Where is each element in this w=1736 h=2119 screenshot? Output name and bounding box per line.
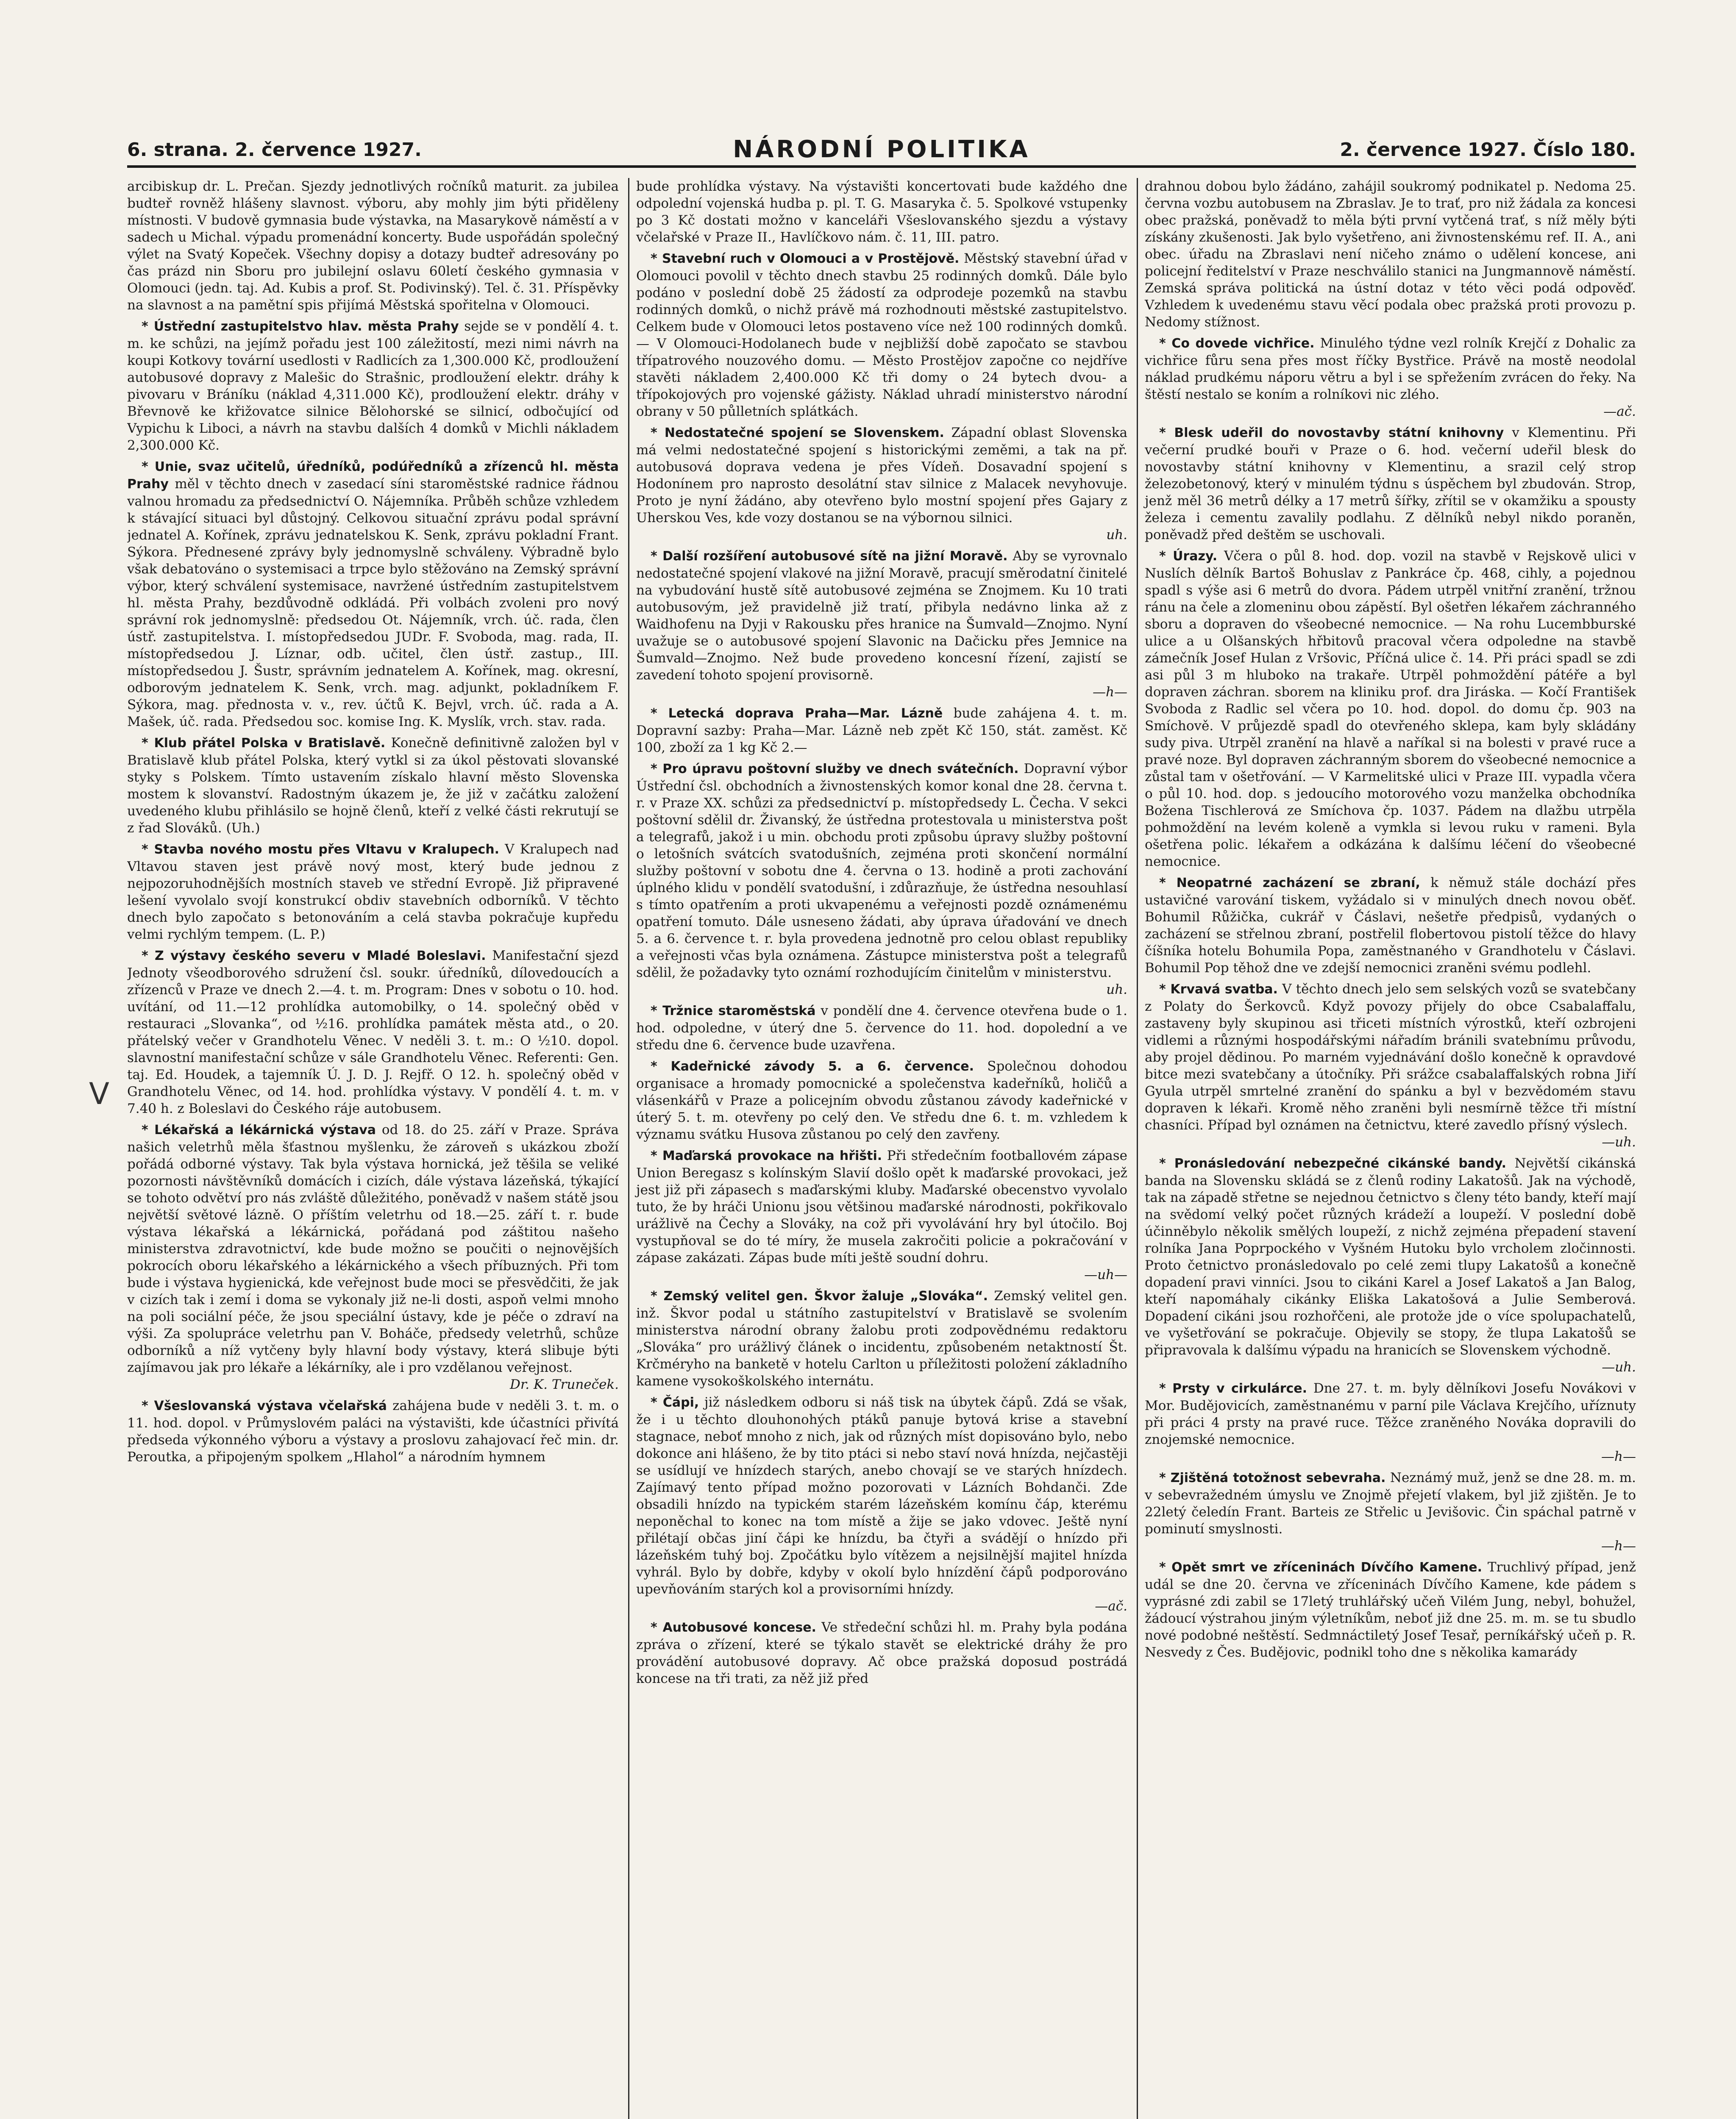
article-headline: * Autobusové koncese. [651, 1620, 816, 1635]
article [1145, 981, 1636, 1151]
article-body: k němuž stále dochází přes ustavičné varování tiskem, vyžádalo si v minulých dnech novou oběť. Bohumil Růžička, cukrář v Čáslavi, nešetře předpisů, vydaných o zacházení se střelnou zbraní, postřelil flobertovou pistolí těžce do hlavy číšníka hotelu Bohumila Popa, zaměstnaného v Grandhotelu v Čáslavi. Bohumil Pop těhož dne ve zdejší nemocnici zraněni svému podlehl. [1145, 875, 1636, 976]
article-body: zahájena bude v neděli 3. t. m. o 11. hod. dopol. v Průmyslovém paláci na výstavišti, kde účastníci přivítá předseda výkonného výboru a výstavy a proslovu zahajovací řeč min. dr. Peroutka, a připojeným spolkem „Hlahol“ a národním hymnem [127, 1398, 619, 1465]
article-headline: * Nedostatečné spojení se Slovenskem. [651, 425, 944, 440]
article [1145, 178, 1636, 331]
article-body: od 18. do 25. září v Praze. Správa našich veletrhů měla šťastnou myšlenku, že zároveň s ukázkou zboží pořádá odborné výstavy. Tak byla výstava hornická, jež těšila se veliké pozornosti návštěvníků domácích i cizích, dále výstava lázeňská, týkající se tohoto odvětví pro nás zvláště důležitého, poněvadž v našem státě jsou největší světové lázně. O příštím veletrhu od 18.—25. září t. r. bude výstava lékařská a lékárnická, pořádaná pod záštitou našeho ministerstva zdravotnictví, kde bude možno se poučiti o nejnovějších pokrocích oboru lékařského a lékárnického a všech příbuzných. Při tom bude i výstava hygienická, kde veřejnost bude moci se přesvědčiti, že jak v cizích tak i zemí i doma se vykonaly již ne-li dosti, aspoň velmi mnoho na poli sociální péče, že jsou speciální ústavy, kde je péče o zdraví na výši. Za spolupráce veletrhu pan V. Boháče, předsedy veletrhů, schůze odborníků a níž vytčeny byly hlavní body výstavy, která slibuje býti zajímavou jak pro lékaře a lékárníky, ale i pro vzdělanou veřejnost. [127, 1122, 619, 1375]
article [636, 1058, 1127, 1143]
article-headline: * Zemský velitel gen. Škvor žaluje „Slováka“. [651, 1289, 988, 1304]
article-body: Konečně definitivně založen byl v Bratislavě klub přátel Polska, který vytkl si za úkol pěstovati slovanské styky s Polskem. Tímto ustavením získalo hlavní město Slovenska mostem k slovanství. Radostným úkazem je, že již v začátku založení uvedeného klubu přihlásilo se hojně členů, kteří z velké části rekrutují se z řad Slováků. (Uh.) [127, 735, 619, 836]
article-headline: * Prsty v cirkulárce. [1159, 1381, 1308, 1396]
article [636, 1147, 1127, 1283]
article [1145, 1469, 1636, 1554]
article [1145, 548, 1636, 870]
article [1145, 1155, 1636, 1376]
article-signature: —uh. [1602, 1360, 1636, 1375]
article-headline: * Všeslovanská výstava včelařská [142, 1399, 387, 1413]
margin-handwritten-mark: V [89, 1076, 109, 1111]
article [127, 318, 619, 454]
article-headline: * Tržnice staroměstská [651, 1004, 816, 1018]
article-headline: * Z výstavy českého severu v Mladé Boleslavi. [142, 948, 486, 963]
article-body: drahnou dobou bylo žádáno, zahájil soukromý podnikatel p. Nedoma 25. června vozbu autobusem na Zbraslav. Je to trať, pro niž žádala za koncesi obec pražská, poněvadž to měla býti první vytčená trať, s níž měly býti získány zkušenosti. Jak bylo vyšetřeno, ani živnostenskému ref. II. A., ani obec. úřadu na Zbraslavi není ničeho známo o udělení koncese, ani policejní ředitelství v Praze neschválilo stanici na Jungmannově náměstí. Zemská správa politická na ústní dotaz v této věci podá odpověď. Vzhledem k uvedenému stavu věcí podala obec pražská proti provozu p. Nedomy stížnost. [1145, 179, 1636, 330]
article-headline: * Zjištěná totožnost sebevraha. [1159, 1471, 1386, 1485]
article [1145, 335, 1636, 420]
article-body: Neznámý muž, jenž se dne 28. m. m. v sebevražedném úmyslu ve Znojmě přejetí vlakem, byl již zjištěn. Je to 22letý čeledín Frant. Barteis ze Střelic u Jevišovic. Čin spáchal patrně v pominutí smyslnosti. [1145, 1470, 1636, 1537]
article [127, 841, 619, 943]
article [1145, 424, 1636, 543]
article-headline: * Úrazy. [1159, 549, 1218, 564]
article-body: V těchto dnech jelo sem selských vozů se svatebčany z Polaty do Šerkovců. Když povozy přijely do obce Csabalaffalu, zastaveny byly skupinou asi třiceti místních výrostků, kteří ozbrojeni vidlemi a různými hospodářskými nářadím bránili svatebnímu průvodu, aby projel dědinou. Po marném vyjednávání došlo konečně k opravdové bitce mezi svatebčany a útočníky. Při srážce csabalaffalských robna Jiří Gyula utrpěl smrtelné zranění do spánku a byl v bezvědomém stavu dopraven k lékaři. Kromě něho zraněni byli nesmírně těžce tři místní chasníci. Případ byl oznámen na četnictvu, které zavedlo přísný výslech. [1145, 982, 1636, 1133]
article [636, 250, 1127, 420]
page-number-date: 6. strana. 2. července 1927. [127, 139, 422, 161]
article-headline: * Co dovede vichřice. [1159, 336, 1315, 351]
column-3 [1137, 178, 1636, 2119]
article-body: Zemský velitel gen. inž. Škvor podal u státního zastupitelství v Bratislavě se svolením ministerstva národní obrany žalobu proti zodpovědnému redaktoru „Slováka“ pro urážlivý článek o incidentu, způsobeném netaktností Št. Krčméryho na banketě v hotelu Carlton u příležitosti položení základního kamene vysokoškolského internátu. [636, 1288, 1127, 1389]
article [636, 760, 1127, 998]
article [636, 1288, 1127, 1390]
text-columns [127, 178, 1636, 2119]
article-headline: * Unie, svaz učitelů, úředníků, podúředníků a zřízenců hl. města Prahy [127, 459, 619, 492]
article [636, 424, 1127, 543]
newspaper-title: NÁRODNÍ POLITIKA [733, 136, 1030, 163]
article-body: Truchlivý případ, jenž udál se dne 20. června ve zříceninách Dívčího Kamene, kde pádem s vyprásné zdi zabil se 17letý truhlářský učeň Vilém Jung, nebyl, bohužel, žádoucí výstrahou jiným výletníkům, neboť již dne 25. m. m. se tu sbudlo nové podobné neštěstí. Sedmnáctiletý Josef Tesař, perníkářský učeň p. R. Nesvedy z Čes. Budějovic, podnikl toho dne s několika kamarády [1145, 1560, 1636, 1660]
article-signature: —h— [1601, 1538, 1636, 1554]
article-signature: —h— [1601, 1449, 1636, 1464]
article-body: Včera o půl 8. hod. dop. vozil na stavbě v Rejskově ulici v Nuslích dělník Bartoš Bohuslav z Pankráce čp. 468, cihly, a pojednou spadl s výše asi 6 metrů do dvora. Pádem utrpěl vnitřní zranění, tržnou ránu na čele a zlomeninu obou zápěstí. Byl ošetřen lékařem záchranného sboru a dopraven do všeobecné nemocnice. — Na rohu Lucembburské ulice a u Olšanských hřbitovů pracoval včera odpoledne na stavbě zámečník Josef Hulan z Vršovic, Příčná ulice č. 14. Při práci spadl se zdi asi půl 3 m hluboko na trakaře. Utrpěl pohmoždění pátéře a byl dopraven záchran. sborem na kliniku prof. dra Jiráska. — Kočí František Svoboda z Radlic sel včera po 10. hod. dopol. do domu čp. 903 na Smíchově. V průjezdě spadl do otevřeného sklepa, kam byly skládány sudy piva. Utrpěl zranění na hlavě a naříkal si na bolesti v pravé ruce a pravé noze. Byl dopraven záchranným sborem do všeobecné nemocnice a zůstal tam v ošetřování. — V Karmelitské ulici v Praze III. vypadla včera o půl 10. hod. dop. s jedoucího motorového vozu manželka obchodníka Božena Tischlerová ze Smíchova čp. 1037. Pádem na dlažbu utrpěla pohmoždění na levém koleně a vymkla si levou ruku v rameni. Byla ošetřena polic. lékařem a odkázána k dalšímu léčení do všeobecné nemocnice. [1145, 548, 1636, 869]
article-body: sejde se v pondělí 4. t. m. ke schůzi, na jejímž pořadu jest 100 záležitostí, mezi nimi návrh na koupi Kotkovy tovární usedlosti v Radlicích za 1,300.000 Kč, prodloužení autobusové dopravy z Malešic do Strašnic, prodloužení elektr. dráhy k pivovaru v Bráníku (náklad 4,311.000 Kč), prodloužení elektr. dráhy v Břevnově ke křižovatce silnice Bělohorské se silnicí, odbočující od Vypichu k Liboci, a návrh na stavbu dalších 4 domků v Michli nákladem 2,300.000 Kč. [127, 319, 619, 453]
article [1145, 1380, 1636, 1465]
article-body: arcibiskup dr. L. Prečan. Sjezdy jednotlivých ročníků maturit. za jubilea budteř rovněž hlášeny slavnost. výboru, aby mohly jim býti přiděleny místnosti. V budově gymnasia bude výstavka, na Masarykově náměstí a v sadech u Michal. výpadu promenádní koncerty. Bude uspořádán společný výlet na Svatý Kopeček. Všechny dopisy a dotazy budteř adresovány po čas prázd nin Sboru pro jubilejní oslavu 60letí českého gymnasia v Olomouci (jedn. taj. Ad. Kubis a prof. St. Podivinský). Tel. č. 31. Příspěvky na slavnost a na pamětní spis přijímá Městská spořitelna v Olomouci. [127, 179, 619, 313]
article-body: Dne 27. t. m. byly dělníkovi Josefu Novákovi v Mor. Budějovicích, zaměstnanému v parní pile Václava Krejčího, uříznuty při práci 4 prsty na pravé ruce. Těžce zraněného Nováka dopravili do znojemské nemocnice. [1145, 1381, 1636, 1447]
article [1145, 874, 1636, 976]
article [636, 1394, 1127, 1615]
article-body: Při středečním footballovém zápase Union Beregasz s kolínským Slavií došlo opět k maďarské provokaci, jež jest již při zápasech s maďarskými kluby. Maďarské obecenstvo vyvolalo tuto, že by hráči Unionu jsou většinou maďarské národnosti, pokřikovalo urážlivě na Čechy a Slováky, na což při vyvolávání hry byl útočilo. Boj vystupňoval se do té míry, že musela zakročiti policie a pokračování v zápase zakázati. Zápas bude míti ještě soudní dohru. [636, 1148, 1127, 1265]
article [636, 1002, 1127, 1054]
article-signature: —uh. [1602, 1135, 1636, 1150]
article [1145, 1559, 1636, 1661]
article-body: Společnou dohodou organisace a hromady pomocnické a společenstva kadeřníků, holičů a vlásenkářů v Praze a policejním obvodu zůstanou závody kadeřnické v úterý 5. t. m. otevřeny po celý den. Ve středu dne 6. t. m. vzhledem k významu svátku Husova zůstanou po celý den zavřeny. [636, 1059, 1127, 1142]
article-signature: —ač. [1095, 1599, 1127, 1614]
article-headline: * Lékařská a lékárnická výstava [142, 1123, 376, 1137]
article-headline: * Ústřední zastupitelstvo hlav. města Prahy [142, 319, 459, 334]
issue-number-date: 2. července 1927. Číslo 180. [1340, 139, 1636, 161]
masthead [127, 136, 1636, 168]
article-headline: * Klub přátel Polska v Bratislavě. [142, 736, 386, 751]
article-body: Městský stavební úřad v Olomouci povolil v těchto dnech stavbu 25 rodinných domků. Dále bylo podáno v poslední době 25 žádostí za odprodeje pozemků na stavbu rodinných domků, o nichž právě má rozhodnouti městské zastupitelstvo. Celkem bude v Olomouci letos postaveno více než 100 rodinných domků. — V Olomouci-Hodolanech bude v nejbližší době započato se stavbou třípatrového nouzového domu. — Město Prostějov započne co nejdříve stavěti nákladem 2,400.000 Kč tři domy o 24 bytech dvou- a třípokojových pro vojenské gážisty. Náklad uhradí ministerstvo národní obrany v 50 půlletních splátkách. [636, 251, 1127, 419]
article-body: Dopravní výbor Ústřední čsl. obchodních a živnostenských komor konal dne 28. června t. r. v Praze XX. schůzi za předsednictví p. místopředsedy L. Čecha. V sekci poštovní sdělil dr. Živanský, že ústředna protestovala u ministerstva pošt a telegrafů, jakož i u min. obchodu proti způsobu úpravy služby poštovní o letošních svátcích svatodušních, zejména proti skončení normální služby poštovní v sobotu dne 4. června o 13. hodině a proti zachování úplného klidu v pondělí svatodušní, i zdůrazňuje, že ústředna nesouhlasí s tímto opatřením a proti ukvapenému a veřejnosti pozdě oznámenému opatření tomuto. Dále usneseno žádati, aby úprava úřadování ve dnech 5. a 6. července t. r. byla provedena jednotně pro celou oblast republiky a veřejnosti včas byla oznámena. Zástupce ministerstva pošt a telegrafů sdělil, že požadavky tyto oznámí rozhodujícím činitelům v ministerstvu. [636, 761, 1127, 980]
article-headline: * Neopatrné zacházení se zbraní, [1159, 876, 1420, 890]
article [636, 178, 1127, 246]
article-headline: * Maďarská provokace na hřišti. [651, 1148, 882, 1163]
article-body: V Kralupech nad Vltavou staven jest právě nový most, který bude jednou z nejpozoruhodnějších mostních staveb ve střední Evropě. Již připravené lešení vyvolalo svojí konstrukcí obdiv stavebních odborníků. V těchto dnech bylo započato s betonováním a celá stavba pokračuje kupředu velmi rychlým tempem. (L. P.) [127, 842, 619, 942]
article [127, 458, 619, 730]
article-headline: * Letecká doprava Praha—Mar. Lázně [651, 706, 943, 721]
article-signature: —ač. [1603, 404, 1636, 419]
article-body: v pondělí dne 4. července otevřena bude o 1. hod. odpoledne, v úterý dne 5. července do 11. hod. dopolední a ve středu dne 6. července bude uzavřena. [636, 1003, 1127, 1053]
article-headline: * Kadeřnické závody 5. a 6. července. [651, 1059, 974, 1074]
article-signature: uh. [1106, 982, 1127, 997]
article-body: Manifestační sjezd Jednoty všeodborového sdružení čsl. soukr. úředníků, dílovedoucích a zřízenců v Praze ve dnech 2.—4. t. m. Program: Dnes v sobotu o 10. hod. uvítání, od 11.—12 prohlídka automobilky, o 14. společný oběd v restauraci „Slovanka“, od ½16. prohlídka památek města atd., o 20. přátelský večer v Grandhotelu Věnec. V neděli 3. t. m.: O ½10. dopol. slavnostní manifestační schůze v sále Grandhotelu Věnec. Referenti: Gen. taj. Ed. Houdek, a tajemník Ú. J. D. J. Rejfř. O 12. h. společný oběd v Grandhotelu Věnec, od 14. hod. prohlídka výstavy. V pondělí 4. t. m. v 7.40 h. z Boleslavi do Českého ráje autobusem. [127, 948, 619, 1116]
article [127, 1397, 619, 1466]
article-body: bude prohlídka výstavy. Na výstavišti koncertovati bude každého dne odpolední vojenská hudba p. pl. T. G. Masaryka č. 5. Spolkové vstupenky po 3 Kč dostati možno v kanceláři Všeslovanského sjezdu a výstavy včelařské v Praze II., Havlíčkovo nám. č. 11, III. patro. [636, 179, 1127, 245]
article-body: Největší cikánská banda na Slovensku skládá se z členů rodiny Lakatošů. Jak na východě, tak na západě střetne se nejednou četnictvo s členy této bandy, kteří mají na svědomí velký počet různých krádeží a loupeží. V poslední době účinněbylo několik smělých loupeží, z nichž zejména přepadení stavení rolníka Jana Poprpockého v Vyšném Hutoku bylo vrcholem zločinnosti. Proto četnictvo pronásledovalo po celé zemi tlupy Lakatošů a konečně dopadení pravi vinníci. Jsou to cikáni Karel a Josef Lakatoš a Jan Balog, kteří napomáhaly cikánky Eliška Lakatošová a Julie Semberová. Dopadení cikáni jsou rozhořčeni, ale protože jde o více spolupachatelů, ve vyšetřování se pokračuje. Objevily se stopy, že tlupa Lakatošů se připravovala k dalšímu výpadu na hranicích se Slovenskem východně. [1145, 1156, 1636, 1358]
article-headline: * Pronásledování nebezpečné cikánské bandy. [1159, 1156, 1507, 1171]
article-body: Západní oblast Slovenska má velmi nedostatečné spojení s historickými zeměmi, a tak na př. autobusová doprava vedena je přes Vídeň. Dosavadní spojení s Hodonínem pro naprosto desolátní stav silnice z Malacek nevyhovuje. Proto je nyní žádáno, aby otevřeno bylo mostní spojení přes Gajary z Uherskou Ves, kde vozy dostanou se na výbornou silnici. [636, 425, 1127, 526]
article [127, 178, 619, 314]
article [636, 705, 1127, 756]
article-headline: * Čápi, [651, 1395, 699, 1410]
column-1 [127, 178, 619, 2119]
article-signature: Dr. K. Truneček. [510, 1377, 619, 1392]
newspaper-page [127, 136, 1636, 2119]
article-headline: * Stavební ruch v Olomouci a v Prostějově. [651, 251, 960, 266]
article [127, 1121, 619, 1393]
article [636, 1619, 1127, 1687]
article-body: Ve středeční schůzi hl. m. Prahy byla podána zpráva o zřízení, které se týkalo stavět se elektrické dráhy že pro provádění autobusové dopravy. Ač obce pražská doposud postrádá koncese na tři trati, za něž již před [636, 1620, 1127, 1686]
article-headline: * Blesk udeřil do novostavby státní knihovny [1159, 425, 1504, 440]
article-signature: uh. [1106, 527, 1127, 542]
article-body: měl v těchto dnech v zasedací síni staroměstské radnice řádnou valnou hromadu za předsednictví O. Nájemníka. Průběh schůze vzhledem k stávající situaci byl důstojný. Celkovou situační zprávu podal správní jednatel A. Kořínek, zprávu jednatelskou K. Senk, zprávu pokladní Frant. Sýkora. Přednesené zprávy byly jednomyslně schváleny. Výbradně bylo však debatováno o systemisaci a trpce bylo stěžováno na Zemský správní výbor, který schválení systemisace, navržené ústředním zastupitelstvem hl. města Prahy, bezdůvodně odkládá. Při volbách zvoleni pro nový správní rok jednomyslně: předsedou Ot. Nájemník, vrch. úč. rada, člen ústř. zastupitelstva. I. místopředsedou JUDr. F. Svoboda, mag. rada, II. místopředsedou J. Líznar, odb. učitel, člen ústř. zastup., III. místopředsedou J. Šustr, správním jednatelem A. Kořínek, mag. okresní, odborovým jednatelem K. Senk, vrch. mag. adjunkt, pokladníkem F. Sýkora, mag. přednosta v. v., rev. účtů K. Bejvl, vrch. úč. rada a A. Mašek, úč. rada. Předsedou soc. komise Ing. K. Myslík, vrch. stav. rada. [127, 476, 619, 729]
article-body: bude zahájena 4. t. m. Dopravní sazby: Praha—Mar. Lázně neb zpět Kč 150, stát. zaměst. Kč 100, zboží za 1 kg Kč 2.— [636, 706, 1127, 755]
article-headline: * Stavba nového mostu přes Vltavu v Kralupech. [142, 842, 499, 857]
article-signature: —uh— [1084, 1267, 1127, 1282]
article [636, 548, 1127, 701]
article-headline: * Další rozšíření autobusové sítě na jižní Moravě. [651, 549, 1008, 564]
article-headline: * Krvavá svatba. [1159, 982, 1278, 997]
column-2 [628, 178, 1127, 2119]
article-headline: * Opět smrt ve zříceninách Dívčího Kamene. [1159, 1560, 1483, 1575]
article-body: Aby se vyrovnalo nedostatečné spojení vlakové na jižní Moravě, pracují směrodatní činitelé na vybudování hustě sítě autobusové zejména se Znojmem. Ku 10 trati autobusovým, jež pravidelně již tratí, přibyla nedávno linka až z Waidhofenu na Dyji v Rakousku přes hranice na Šumvald—Znojmo. Nyní uvažuje se o autobusové spojení Slavonic na Dačicku přes Jemnice na Šumvald—Znojmo. Než bude provedeno koncesní řízení, zajistí se zavedení tohoto spojení provisorně. [636, 548, 1127, 683]
article-headline: * Pro úpravu poštovní služby ve dnech svátečních. [651, 762, 1019, 776]
article-body: Minulého týdne vezl rolník Krejčí z Dohalic za vichřice fůru sena přes most říčky Bystřice. Právě na mostě neodolal náklad prudkému náporu větru a byl i se spřežením zvrácen do řeky. Na štěstí nestalo se koním a rolníkovi nic zlého. [1145, 336, 1636, 402]
article [127, 734, 619, 837]
article-signature: —h— [1093, 684, 1127, 700]
article [127, 947, 619, 1117]
article-body: již následkem odboru si náš tisk na úbytek čápů. Zdá se však, že i u těchto dlouhonohých ptáků panuje bytová krise a stavební stagnace, neboť mnoho z nich, jak od různých míst dopisováno bylo, nebo dokonce ani hlášeno, že by tito ptáci si nebo staví nová hnízda, nejčastěji se usídlují ve hnízdech starých, anebo chovají se ve starých hnízdech. Zajímavý tento případ možno pozorovati v Lázních Bohdanči. Zde obsadili hnízdo na typickém starém lázeňském komínu čáp, kterému neponěchal to konec na tom místě a žije se jako vdovec. Ještě nyní přilétají občas jiní čápi ke hnízdu, ba čtyři a svádějí o hnízdo při lázeňském tuhý boj. Zpočátku bylo vítězem a nejsilnější majitel hnízda vyhrál. Bylo by dobře, kdyby v okolí bylo hnízdění čápů podporováno upevňováním starých kol a provisorními hnízdy. [636, 1395, 1127, 1597]
article-body: v Klementinu. Při večerní prudké bouři v Praze o 6. hod. večerní udeřil blesk do novostavby státní knihovny v Klementinu, a srazil celý strop železobetonový, který v minulém týdnu s úspěchem byl zbudován. Strop, jenž měl 36 metrů délky a 17 metrů šířky, zřítil se v okamžiku a spousty železa i cementu zavalily podlahu. Z dělníků nebyl nikdo poraněn, poněvadž před deštěm se uschovali. [1145, 425, 1636, 542]
